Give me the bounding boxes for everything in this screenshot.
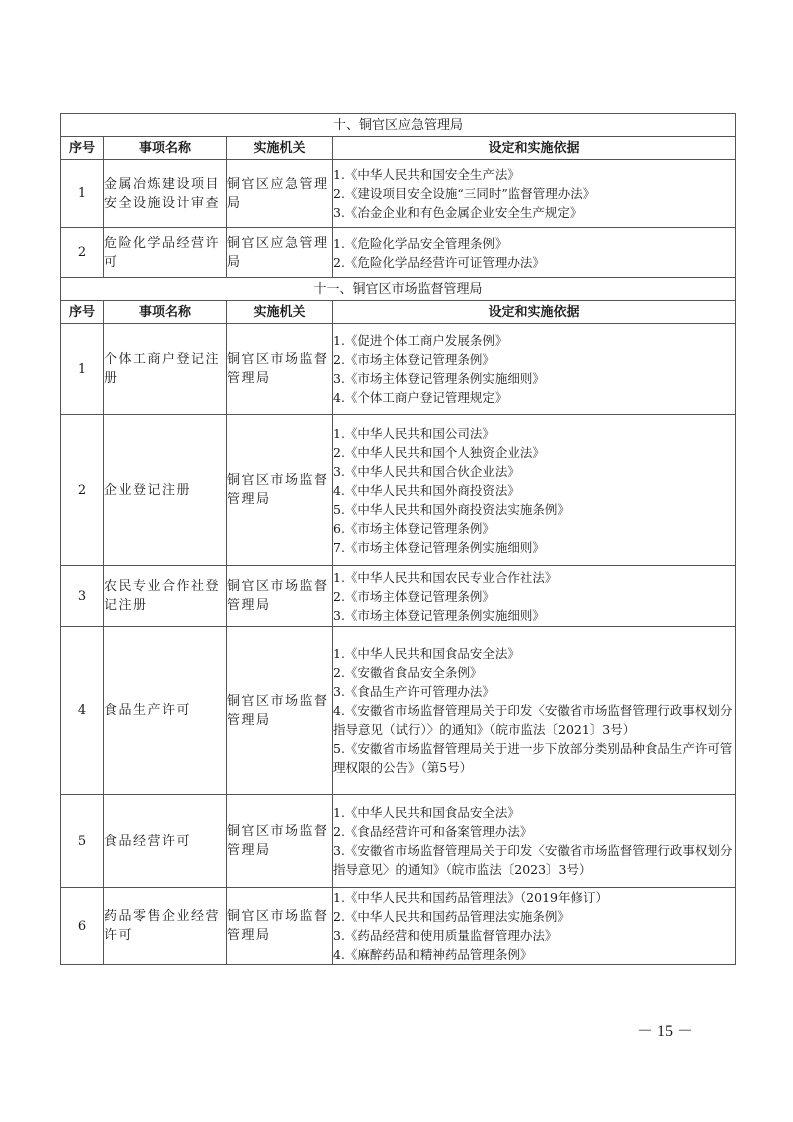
legal-basis-item: 7.《市场主体登记管理条例实施细则》 xyxy=(333,539,545,555)
row-number: 4 xyxy=(61,627,104,795)
legal-basis-list xyxy=(333,627,736,795)
header-basis: 设定和实施依据 xyxy=(333,137,736,160)
item-name: 金属冶炼建设项目安全设施设计审查 xyxy=(104,160,227,228)
item-name: 个体工商户登记注册 xyxy=(104,324,227,415)
legal-basis-item: 2.《建设项目安全设施“三同时”监督管理办法》 xyxy=(333,186,596,201)
item-name: 药品零售企业经营许可 xyxy=(104,888,227,965)
table-row xyxy=(61,566,736,627)
legal-basis-item: 2.《中华人民共和国药品管理法实施条例》 xyxy=(333,909,570,924)
page-number: － 15 － xyxy=(636,1023,693,1040)
section-title-row xyxy=(61,278,736,301)
legal-basis-item: 3.《市场主体登记管理条例实施细则》 xyxy=(333,371,545,386)
section-title: 十一、铜官区市场监督管理局 xyxy=(61,278,736,301)
legal-basis-item: 4.《中华人民共和国外商投资法》 xyxy=(333,482,520,498)
item-name: 企业登记注册 xyxy=(104,415,227,566)
row-number: 1 xyxy=(61,324,104,415)
row-number: 3 xyxy=(61,566,104,627)
legal-basis-item: 1.《中华人民共和国药品管理法》（2019年修订） xyxy=(333,890,608,905)
implementing-agency: 铜官区应急管理局 xyxy=(227,228,333,278)
legal-basis-item: 1.《促进个体工商户发展条例》 xyxy=(333,333,508,348)
legal-basis-item: 1.《中华人民共和国食品安全法》 xyxy=(333,646,520,661)
column-header-row xyxy=(61,301,736,324)
legal-basis-item: 1.《中华人民共和国农民专业合作社法》 xyxy=(333,569,558,585)
table-row xyxy=(61,324,736,415)
header-agency: 实施机关 xyxy=(227,301,333,324)
legal-basis-item: 3.《市场主体登记管理条例实施细则》 xyxy=(333,607,545,623)
legal-basis-item: 3.《安徽省市场监督管理局关于印发〈安徽省市场监督管理行政事权划分指导意见〉的通知》（皖市监法〔2023〕3号） xyxy=(333,843,733,877)
table-row xyxy=(61,795,736,888)
legal-basis-item: 5.《中华人民共和国外商投资法实施条例》 xyxy=(333,501,570,517)
table-row xyxy=(61,228,736,278)
table-row xyxy=(61,888,736,965)
legal-basis-list xyxy=(333,415,736,566)
table-row xyxy=(61,415,736,566)
item-name: 危险化学品经营许可 xyxy=(104,228,227,278)
legal-basis-item: 4.《麻醉药品和精神药品管理条例》 xyxy=(333,947,533,962)
implementing-agency: 铜官区市场监督管理局 xyxy=(227,888,333,965)
legal-basis-item: 3.《冶金企业和有色金属企业安全生产规定》 xyxy=(333,205,583,220)
legal-basis-item: 1.《中华人民共和国食品安全法》 xyxy=(333,805,520,820)
legal-basis-item: 2.《食品经营许可和备案管理办法》 xyxy=(333,824,533,839)
legal-basis-list xyxy=(333,160,736,228)
header-seq: 序号 xyxy=(61,301,104,324)
header-item-name: 事项名称 xyxy=(104,137,227,160)
legal-basis-list xyxy=(333,566,736,627)
header-agency: 实施机关 xyxy=(227,137,333,160)
legal-basis-item: 6.《市场主体登记管理条例》 xyxy=(333,520,495,536)
section-title: 十、铜官区应急管理局 xyxy=(61,114,736,137)
item-name: 食品生产许可 xyxy=(104,627,227,795)
legal-basis-list xyxy=(333,228,736,278)
legal-basis-item: 3.《食品生产许可管理办法》 xyxy=(333,684,495,699)
row-number: 1 xyxy=(61,160,104,228)
legal-basis-item: 4.《个体工商户登记管理规定》 xyxy=(333,390,508,405)
legal-basis-item: 5.《安徽省市场监督管理局关于进一步下放部分类别品种食品生产许可管理权限的公告》（第5号） xyxy=(333,741,733,775)
approval-items-table xyxy=(60,113,736,965)
legal-basis-item: 3.《中华人民共和国合伙企业法》 xyxy=(333,463,520,479)
table-row xyxy=(61,627,736,795)
header-seq: 序号 xyxy=(61,137,104,160)
implementing-agency: 铜官区市场监督管理局 xyxy=(227,566,333,627)
legal-basis-item: 4.《安徽省市场监督管理局关于印发〈安徽省市场监督管理行政事权划分指导意见（试行）〉的通知》（皖市监法〔2021〕3号） xyxy=(333,703,733,737)
legal-basis-list xyxy=(333,324,736,415)
implementing-agency: 铜官区应急管理局 xyxy=(227,160,333,228)
implementing-agency: 铜官区市场监督管理局 xyxy=(227,627,333,795)
row-number: 5 xyxy=(61,795,104,888)
legal-basis-item: 1.《危险化学品安全管理条例》 xyxy=(333,235,508,251)
column-header-row xyxy=(61,137,736,160)
header-basis: 设定和实施依据 xyxy=(333,301,736,324)
legal-basis-list xyxy=(333,888,736,965)
table-row xyxy=(61,160,736,228)
implementing-agency: 铜官区市场监督管理局 xyxy=(227,324,333,415)
header-item-name: 事项名称 xyxy=(104,301,227,324)
legal-basis-list xyxy=(333,795,736,888)
legal-basis-item: 2.《市场主体登记管理条例》 xyxy=(333,588,495,604)
item-name: 农民专业合作社登记注册 xyxy=(104,566,227,627)
section-title-row xyxy=(61,114,736,137)
legal-basis-item: 1.《中华人民共和国安全生产法》 xyxy=(333,167,520,182)
legal-basis-item: 2.《中华人民共和国个人独资企业法》 xyxy=(333,444,545,460)
row-number: 2 xyxy=(61,228,104,278)
legal-basis-item: 2.《危险化学品经营许可证管理办法》 xyxy=(333,254,545,270)
legal-basis-item: 3.《药品经营和使用质量监督管理办法》 xyxy=(333,928,558,943)
item-name: 食品经营许可 xyxy=(104,795,227,888)
row-number: 6 xyxy=(61,888,104,965)
legal-basis-item: 1.《中华人民共和国公司法》 xyxy=(333,425,495,441)
implementing-agency: 铜官区市场监督管理局 xyxy=(227,795,333,888)
implementing-agency: 铜官区市场监督管理局 xyxy=(227,415,333,566)
legal-basis-item: 2.《市场主体登记管理条例》 xyxy=(333,352,495,367)
row-number: 2 xyxy=(61,415,104,566)
legal-basis-item: 2.《安徽省食品安全条例》 xyxy=(333,665,483,680)
